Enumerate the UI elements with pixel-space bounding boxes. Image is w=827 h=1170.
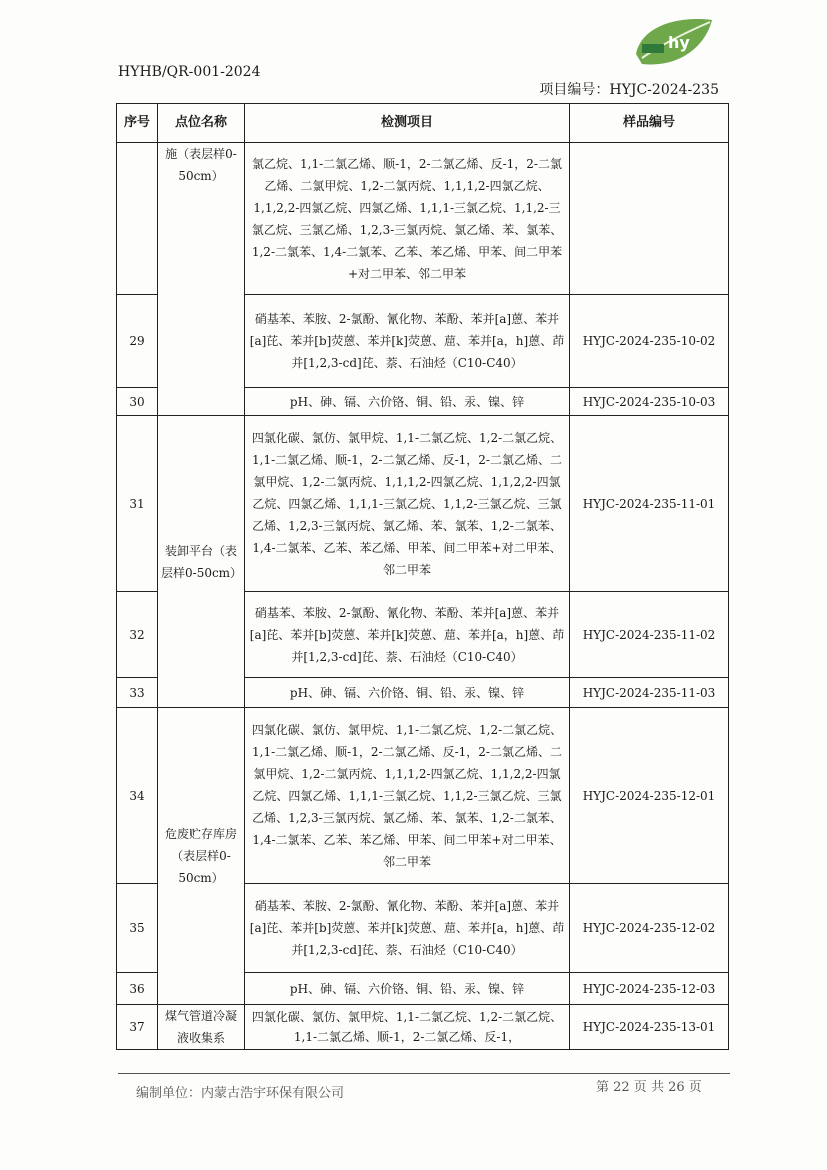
items-cell-clip: 四氯化碳、氯仿、氯甲烷、1,1-二氯乙烷、1,2-二氯乙烷、1,1-二氯乙烯、顺-1，2-二氯乙烯、反-1，	[251, 1010, 563, 1044]
sample-id-cell: HYJC-2024-235-11-01	[570, 416, 729, 592]
location-cell: 危废贮存库房（表层样0-50cm）	[158, 708, 245, 1005]
items-cell: 氯乙烷、1,1-二氯乙烯、顺-1，2-二氯乙烯、反-1，2-二氯乙烯、二氯甲烷、1,2-二氯丙烷、1,1,1,2-四氯乙烷、1,1,2,2-四氯乙烷、四氯乙烯、1,1,1-三氯乙烷、1,1,2-三氯乙烷、三氯乙烯、1,2,3-三氯丙烷、氯乙烯、苯、氯苯、1,2-二氯苯、1,4-二氯苯、乙苯、苯乙烯、甲苯、间二甲苯+对二甲苯、邻二甲苯	[245, 143, 570, 295]
footer-organization: 编制单位：内蒙古浩宇环保有限公司	[136, 1086, 345, 1101]
project-number: 项目编号：HYJC-2024-235	[539, 82, 719, 98]
items-cell: 四氯化碳、氯仿、氯甲烷、1,1-二氯乙烷、1,2-二氯乙烷、1,1-二氯乙烯、顺-1，2-二氯乙烯、反-1，2-二氯乙烯、二氯甲烷、1,2-二氯丙烷、1,1,1,2-四氯乙烷、1,1,2,2-四氯乙烷、四氯乙烯、1,1,1-三氯乙烷、1,1,2-三氯乙烷、三氯乙烯、1,2,3-三氯丙烷、氯乙烯、苯、氯苯、1,2-二氯苯、1,4-二氯苯、乙苯、苯乙烯、甲苯、间二甲苯+对二甲苯、邻二甲苯	[245, 708, 570, 884]
sample-id-cell: HYJC-2024-235-10-02	[570, 295, 729, 388]
row-no	[117, 143, 158, 295]
header-sample-id: 样品编号	[570, 104, 729, 143]
row-no: 37	[117, 1005, 158, 1050]
row-no: 36	[117, 973, 158, 1005]
items-cell: pH、砷、镉、六价铬、铜、铅、汞、镍、锌	[245, 388, 570, 416]
company-logo	[632, 14, 714, 74]
row-no: 32	[117, 592, 158, 678]
header-no: 序号	[117, 104, 158, 143]
items-cell: pH、砷、镉、六价铬、铜、铅、汞、镍、锌	[245, 678, 570, 708]
sample-table	[116, 103, 729, 1050]
row-no: 33	[117, 678, 158, 708]
sample-id-cell: HYJC-2024-235-11-03	[570, 678, 729, 708]
items-cell: 硝基苯、苯胺、2-氯酚、氰化物、苯酚、苯并[a]蒽、苯并[a]芘、苯并[b]荧蒽、苯并[k]荧蒽、䓛、苯并[a，h]蒽、茚并[1,2,3-cd]芘、萘、石油烃（C10-C40）	[245, 592, 570, 678]
items-cell	[245, 1005, 570, 1050]
sample-id-cell: HYJC-2024-235-13-01	[570, 1005, 729, 1050]
header-items: 检测项目	[245, 104, 570, 143]
items-cell: 硝基苯、苯胺、2-氯酚、氰化物、苯酚、苯并[a]蒽、苯并[a]芘、苯并[b]荧蒽、苯并[k]荧蒽、䓛、苯并[a，h]蒽、茚并[1,2,3-cd]芘、萘、石油烃（C10-C40）	[245, 295, 570, 388]
sample-id-cell: HYJC-2024-235-12-03	[570, 973, 729, 1005]
row-no: 30	[117, 388, 158, 416]
sample-id-cell	[570, 143, 729, 295]
row-no: 29	[117, 295, 158, 388]
location-cell: 煤气管道冷凝液收集系	[158, 1005, 245, 1050]
location-cell: 施（表层样0-50cm）	[158, 143, 245, 416]
document-code: HYHB/QR-001-2024	[118, 64, 261, 80]
items-cell: pH、砷、镉、六价铬、铜、铅、汞、镍、锌	[245, 973, 570, 1005]
sample-id-cell: HYJC-2024-235-10-03	[570, 388, 729, 416]
header-location: 点位名称	[158, 104, 245, 143]
footer-divider	[118, 1073, 730, 1074]
sample-id-cell: HYJC-2024-235-12-01	[570, 708, 729, 884]
sample-id-cell: HYJC-2024-235-12-02	[570, 884, 729, 973]
row-no: 34	[117, 708, 158, 884]
row-no: 35	[117, 884, 158, 973]
svg-text:hy: hy	[668, 33, 690, 52]
location-cell: 装卸平台（表层样0-50cm）	[158, 416, 245, 708]
items-cell: 硝基苯、苯胺、2-氯酚、氰化物、苯酚、苯并[a]蒽、苯并[a]芘、苯并[b]荧蒽、苯并[k]荧蒽、䓛、苯并[a，h]蒽、茚并[1,2,3-cd]芘、萘、石油烃（C10-C40）	[245, 884, 570, 973]
sample-id-cell: HYJC-2024-235-11-02	[570, 592, 729, 678]
footer-page-number: 第 22 页 共 26 页	[596, 1080, 702, 1095]
items-cell: 四氯化碳、氯仿、氯甲烷、1,1-二氯乙烷、1,2-二氯乙烷、1,1-二氯乙烯、顺-1，2-二氯乙烯、反-1，2-二氯乙烯、二氯甲烷、1,2-二氯丙烷、1,1,1,2-四氯乙烷、1,1,2,2-四氯乙烷、四氯乙烯、1,1,1-三氯乙烷、1,1,2-三氯乙烷、三氯乙烯、1,2,3-三氯丙烷、氯乙烯、苯、氯苯、1,2-二氯苯、1,4-二氯苯、乙苯、苯乙烯、甲苯、间二甲苯+对二甲苯、邻二甲苯	[245, 416, 570, 592]
row-no: 31	[117, 416, 158, 592]
